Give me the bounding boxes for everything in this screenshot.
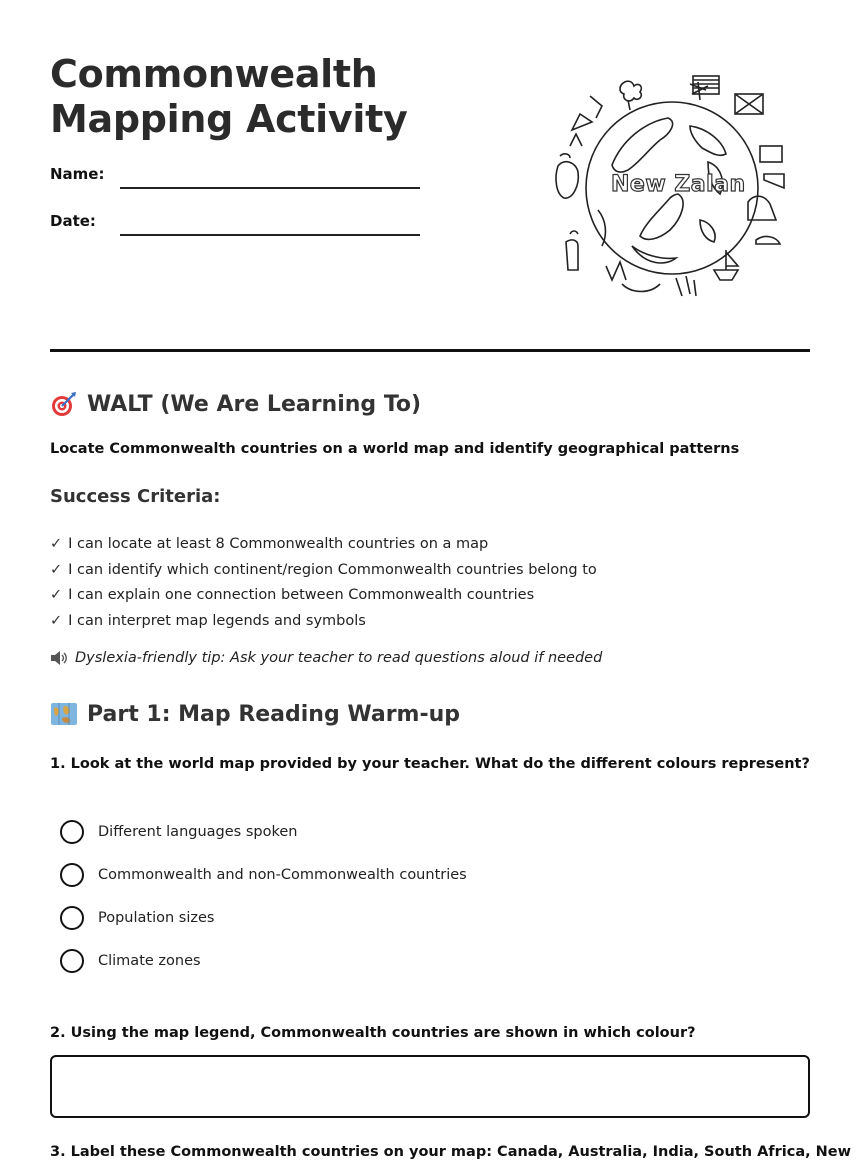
q1-option-3[interactable] bbox=[60, 906, 214, 930]
check-icon: ✓ bbox=[50, 612, 63, 629]
doodle-bell bbox=[748, 196, 776, 220]
criteria-item: ✓ I can interpret map legends and symbols bbox=[50, 612, 366, 629]
doodle-monument bbox=[606, 262, 626, 280]
doodle-mountains bbox=[570, 134, 582, 146]
q1-option-1[interactable] bbox=[60, 820, 297, 844]
option-label: Climate zones bbox=[98, 953, 201, 969]
title-line-2: Mapping Activity bbox=[50, 97, 408, 141]
check-icon: ✓ bbox=[50, 587, 63, 604]
radio-button[interactable] bbox=[60, 949, 84, 973]
radio-button[interactable] bbox=[60, 820, 84, 844]
doodle-flag-cross bbox=[735, 94, 763, 114]
title-line-1: Commonwealth bbox=[50, 52, 378, 96]
illustration-label: New Zalan bbox=[611, 172, 746, 197]
q1-option-4[interactable] bbox=[60, 949, 201, 973]
criteria-item: ✓ I can identify which continent/region Commonwealth countries belong to bbox=[50, 561, 597, 578]
option-label: Population sizes bbox=[98, 910, 215, 926]
doodle-canoe bbox=[622, 284, 660, 292]
doodle-kiwi-head bbox=[560, 154, 570, 158]
check-icon: ✓ bbox=[50, 536, 63, 552]
part1-heading-text: Part 1: Map Reading Warm-up bbox=[87, 701, 461, 727]
landmass-nz bbox=[640, 194, 683, 239]
doodle-flag-4 bbox=[764, 174, 784, 188]
q2-answer-input[interactable] bbox=[50, 1055, 810, 1118]
doodle-flower bbox=[620, 81, 641, 101]
doodle-person bbox=[566, 231, 578, 270]
globe-illustration bbox=[550, 70, 795, 305]
radio-button[interactable] bbox=[60, 906, 84, 930]
walt-objective: Locate Commonwealth countries on a world map and identify geographical patterns bbox=[50, 441, 740, 457]
doodle-boat bbox=[714, 250, 738, 280]
map-icon bbox=[50, 700, 78, 728]
name-field-line[interactable] bbox=[120, 187, 420, 189]
walt-heading-text: WALT (We Are Learning To) bbox=[87, 391, 422, 417]
question-3: 3. Label these Commonwealth countries on your map: Canada, Australia, India, South Africa, New bbox=[50, 1144, 852, 1160]
date-label: Date: bbox=[50, 212, 96, 230]
success-criteria-heading: Success Criteria: bbox=[50, 486, 221, 507]
doodle-tent bbox=[572, 96, 602, 130]
header-divider bbox=[50, 349, 810, 352]
radio-button[interactable] bbox=[60, 863, 84, 887]
question-1: 1. Look at the world map provided by your teacher. What do the different colours represent? bbox=[50, 756, 810, 772]
walt-heading bbox=[50, 390, 421, 418]
doodle-fern bbox=[598, 210, 605, 246]
date-field-line[interactable] bbox=[120, 234, 420, 236]
doodle-igloo bbox=[756, 237, 780, 244]
doodle-reeds bbox=[676, 276, 696, 296]
check-icon: ✓ bbox=[50, 561, 63, 578]
landmass-5 bbox=[700, 220, 715, 242]
option-label: Different languages spoken bbox=[98, 824, 298, 840]
criteria-item: ✓ I can locate at least 8 Commonwealth countries on a map bbox=[50, 536, 489, 552]
success-criteria-list bbox=[50, 532, 597, 634]
landmass-2 bbox=[690, 126, 726, 155]
doodle-kiwi bbox=[556, 162, 578, 198]
part1-heading bbox=[50, 700, 460, 728]
question-2: 2. Using the map legend, Commonwealth countries are shown in which colour? bbox=[50, 1025, 696, 1041]
name-label: Name: bbox=[50, 165, 105, 183]
landmass-1 bbox=[612, 118, 673, 172]
doodle-flag-3 bbox=[760, 146, 782, 162]
landmass-4 bbox=[632, 246, 676, 263]
criteria-item: ✓ I can explain one connection between Commonwealth countries bbox=[50, 587, 535, 604]
tip-text: Dyslexia-friendly tip: Ask your teacher to read questions aloud if needed bbox=[75, 650, 603, 666]
option-label: Commonwealth and non-Commonwealth countries bbox=[98, 867, 467, 883]
dyslexia-tip bbox=[50, 650, 602, 666]
q1-option-2[interactable] bbox=[60, 863, 467, 887]
page-title bbox=[50, 52, 407, 142]
speaker-icon bbox=[50, 650, 68, 666]
target-dart-icon bbox=[50, 390, 78, 418]
